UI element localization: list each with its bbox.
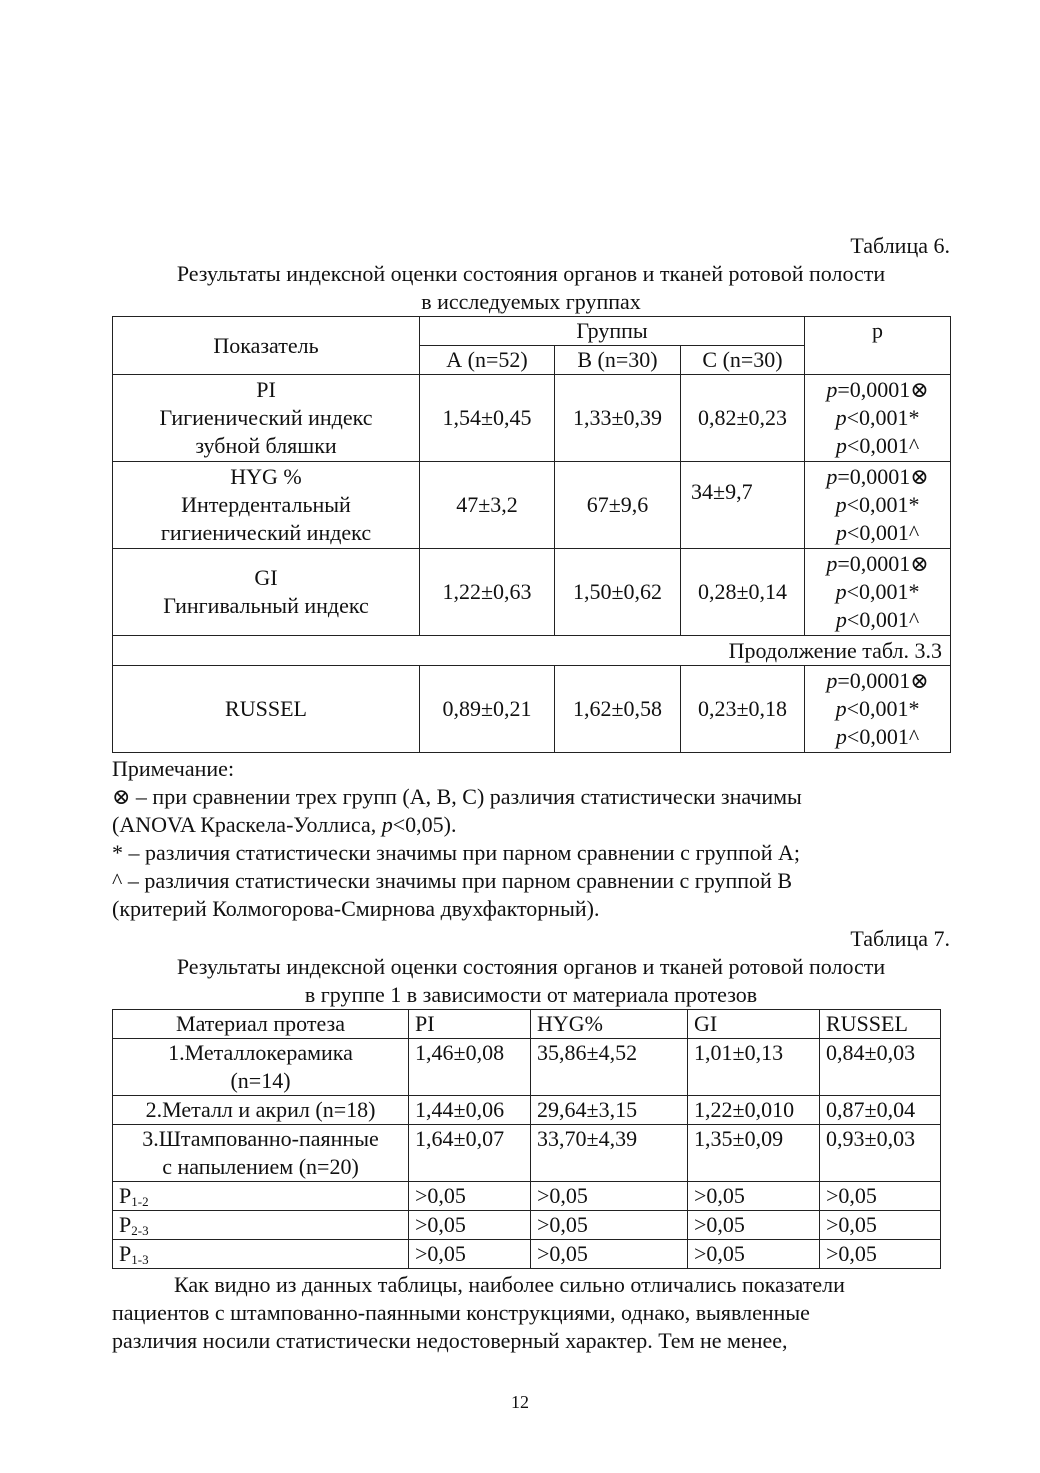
note-line: ⊗ – при сравнении трех групп (А, В, С) различия статистически значимы xyxy=(112,784,802,809)
cell-gi: 1,35±0,09 xyxy=(688,1125,820,1182)
cell-hyg: 29,64±3,15 xyxy=(531,1096,688,1125)
cell-p: >0,05 xyxy=(688,1211,820,1240)
document-page xyxy=(112,232,950,1355)
note-heading: Примечание: xyxy=(112,756,235,781)
body-line: Как видно из данных таблицы, наиболее сильно отличались показатели xyxy=(174,1272,845,1297)
row-indicator: GI Гингивальный индекс xyxy=(113,549,420,636)
cell-p: >0,05 xyxy=(688,1240,820,1269)
cell-group-a: 1,54±0,45 xyxy=(420,375,555,462)
cell-p: >0,05 xyxy=(531,1182,688,1211)
note-line: (критерий Колмогорова-Смирнова двухфакторный). xyxy=(112,896,600,921)
cell-p: p=0,0001⊗ p<0,001* p<0,001^ xyxy=(805,375,951,462)
table6-header-indicator: Показатель xyxy=(113,317,420,375)
cell-p: >0,05 xyxy=(820,1211,941,1240)
row-p-label: $P_{2-3}$ xyxy=(113,1211,409,1240)
cell-group-a: 0,89±0,21 xyxy=(420,666,555,753)
cell-gi: 1,01±0,13 xyxy=(688,1039,820,1096)
body-paragraph xyxy=(112,1271,950,1355)
row-material: 2.Металл и акрил (n=18) xyxy=(113,1096,409,1125)
row-material: 3.Штампованно-паянные с напылением (n=20) xyxy=(113,1125,409,1182)
row-p-label: $P_{1-2}$ xyxy=(113,1182,409,1211)
row-indicator: RUSSEL xyxy=(113,666,420,753)
table7-title-line2: в группе 1 в зависимости от материала протезов xyxy=(304,982,758,1007)
page-number: 12 xyxy=(511,1392,529,1412)
cell-p: >0,05 xyxy=(531,1211,688,1240)
table7-header-hyg: HYG% xyxy=(531,1010,688,1039)
table6-title-line1: Результаты индексной оценки состояния органов и тканей ротовой полости xyxy=(176,261,886,286)
table6-header-group-a: А (n=52) xyxy=(420,346,555,375)
table7 xyxy=(112,1009,941,1269)
table6-title-line2: в исследуемых группах xyxy=(421,289,641,314)
table7-header-material: Материал протеза xyxy=(113,1010,409,1039)
cell-group-b: 1,33±0,39 xyxy=(555,375,681,462)
table-row xyxy=(113,1096,941,1125)
note-line: * – различия статистически значимы при парном сравнении с группой А; xyxy=(112,840,800,865)
cell-p: >0,05 xyxy=(688,1182,820,1211)
cell-group-b: 1,50±0,62 xyxy=(555,549,681,636)
table6 xyxy=(112,316,951,753)
row-material: 1.Металлокерамика (n=14) xyxy=(113,1039,409,1096)
table6-header-group-b: В (n=30) xyxy=(555,346,681,375)
row-indicator: HYG % Интердентальный гигиенический индекс xyxy=(113,462,420,549)
cell-group-a: 47±3,2 xyxy=(420,462,555,549)
cell-group-c: 0,28±0,14 xyxy=(681,549,805,636)
table-row xyxy=(113,462,951,549)
cell-russel: 0,87±0,04 xyxy=(820,1096,941,1125)
table-row xyxy=(113,375,951,462)
table6-label: Таблица 6. xyxy=(850,233,950,258)
note-line: ^ – различия статистически значимы при парном сравнении с группой В xyxy=(112,868,792,893)
cell-p: >0,05 xyxy=(409,1182,531,1211)
cell-gi: 1,22±0,010 xyxy=(688,1096,820,1125)
cell-p: p=0,0001⊗ p<0,001* p<0,001^ xyxy=(805,666,951,753)
cell-p: p=0,0001⊗ p<0,001* p<0,001^ xyxy=(805,462,951,549)
cell-hyg: 35,86±4,52 xyxy=(531,1039,688,1096)
table6-header-p: р xyxy=(805,317,951,375)
cell-group-b: 1,62±0,58 xyxy=(555,666,681,753)
table7-title-line1: Результаты индексной оценки состояния органов и тканей ротовой полости xyxy=(176,954,886,979)
table-row xyxy=(113,1240,941,1269)
cell-group-a: 1,22±0,63 xyxy=(420,549,555,636)
cell-pi: 1,44±0,06 xyxy=(409,1096,531,1125)
table-row xyxy=(113,666,951,753)
table7-header-russel: RUSSEL xyxy=(820,1010,941,1039)
cell-p: >0,05 xyxy=(409,1211,531,1240)
table7-header-pi: PI xyxy=(409,1010,531,1039)
table-row xyxy=(113,1211,941,1240)
table6-note xyxy=(112,755,950,923)
row-indicator: PI Гигиенический индекс зубной бляшки xyxy=(113,375,420,462)
cell-group-c: 34±9,7 xyxy=(681,462,805,549)
table-row xyxy=(113,1039,941,1096)
table6-header-group-c: С (n=30) xyxy=(681,346,805,375)
cell-group-c: 0,23±0,18 xyxy=(681,666,805,753)
cell-p: p=0,0001⊗ p<0,001* p<0,001^ xyxy=(805,549,951,636)
cell-p: >0,05 xyxy=(409,1240,531,1269)
body-line: различия носили статистически недостоверный характер. Тем не менее, xyxy=(112,1328,788,1353)
table7-header-gi: GI xyxy=(688,1010,820,1039)
note-line: (ANOVA Краскела-Уоллиса, p<0,05). xyxy=(112,812,457,837)
body-line: пациентов с штампованно-паянными конструкциями, однако, выявленные xyxy=(112,1300,810,1325)
table6-continuation: Продолжение табл. 3.3 xyxy=(113,636,951,666)
cell-group-b: 67±9,6 xyxy=(555,462,681,549)
table-row xyxy=(113,1182,941,1211)
cell-p: >0,05 xyxy=(820,1240,941,1269)
row-p-label: $P_{1-3}$ xyxy=(113,1240,409,1269)
table6-header-groups: Группы xyxy=(420,317,805,346)
table7-label: Таблица 7. xyxy=(850,926,950,951)
table-row xyxy=(113,549,951,636)
table-row xyxy=(113,1125,941,1182)
cell-hyg: 33,70±4,39 xyxy=(531,1125,688,1182)
cell-russel: 0,93±0,03 xyxy=(820,1125,941,1182)
cell-p: >0,05 xyxy=(531,1240,688,1269)
cell-group-c: 0,82±0,23 xyxy=(681,375,805,462)
cell-russel: 0,84±0,03 xyxy=(820,1039,941,1096)
cell-pi: 1,64±0,07 xyxy=(409,1125,531,1182)
cell-pi: 1,46±0,08 xyxy=(409,1039,531,1096)
cell-p: >0,05 xyxy=(820,1182,941,1211)
